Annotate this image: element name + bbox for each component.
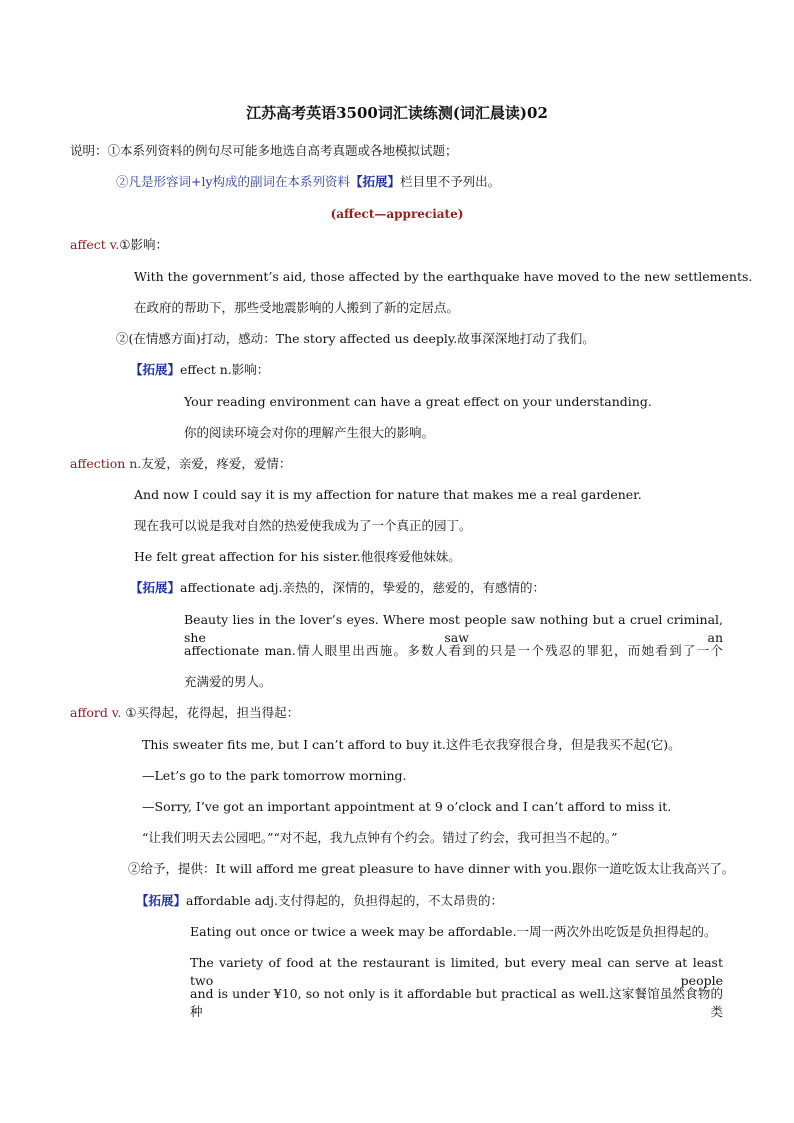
notes-line-1 <box>70 142 458 160</box>
affection-extension-line-3: 充满爱的男人。 <box>184 674 272 689</box>
afford-def-1: ①买得起，花得起，担当得起： <box>125 705 300 720</box>
affect-def-1: ①影响： <box>119 237 168 252</box>
affection-extension <box>130 579 545 597</box>
notes-text-2b: 栏目里不予列出。 <box>400 174 501 189</box>
entry-afford-head <box>70 704 299 722</box>
extension-tag: 【拓展】 <box>136 893 187 908</box>
notes-tag: 【拓展】 <box>350 174 401 189</box>
afford-extension-word: affordable adj.支付得起的，负担得起的，不太昂贵的： <box>186 893 503 908</box>
entry-affect-head <box>70 236 168 254</box>
afford-example-4: “让我们明天去公园吧。”“对不起，我九点钟有个约会。错过了约会，我可担当不起的。” <box>142 830 618 845</box>
affection-example-1-zh: 现在我可以说是我对自然的热爱使我成为了一个真正的园丁。 <box>134 518 472 533</box>
notes-text-1: ①本系列资料的例句尽可能多地选自高考真题或各地模拟试题； <box>107 143 458 158</box>
page-title: 江苏高考英语3500词汇读练测(词汇晨读)02 <box>246 104 548 122</box>
afford-example-3: —Sorry, I’ve got an important appointment at 9 o’clock and I can’t afford to miss it. <box>142 799 672 814</box>
affection-example-2: He felt great affection for his sister.他很疼爱他妹妹。 <box>134 549 461 564</box>
affect-def-2: ②(在情感方面)打动，感动：The story affected us deeply.故事深深地打动了我们。 <box>116 331 595 346</box>
afford-example-2: —Let’s go to the park tomorrow morning. <box>142 768 407 783</box>
afford-def-2: ②给予，提供：It will afford me great pleasure to have dinner with you.跟你一道吃饭太让我高兴了。 <box>128 861 735 876</box>
notes-text-2a: ②凡是形容词+ly构成的副词在本系列资料 <box>116 174 351 189</box>
headword-afford: afford v. <box>70 705 122 720</box>
affection-extension-line-1: Beauty lies in the lover’s eyes. Where most people saw nothing but a cruel criminal, she saw an <box>184 612 723 645</box>
affection-extension-word: affectionate adj.亲热的，深情的，挚爱的，慈爱的，有感情的： <box>180 580 545 595</box>
notes-label: 说明： <box>70 143 108 158</box>
word-range: (affect—appreciate) <box>330 207 464 221</box>
affect-example-1-zh: 在政府的帮助下，那些受地震影响的人搬到了新的定居点。 <box>134 300 460 315</box>
afford-example-1: This sweater fits me, but I can’t afford to buy it.这件毛衣我穿很合身，但是我买不起(它)。 <box>142 737 681 752</box>
headword-affect: affect v. <box>70 237 120 252</box>
affect-example-1-en: With the government’s aid, those affected by the earthquake have moved to the new settlements. <box>134 269 753 284</box>
notes-line-2 <box>116 173 500 191</box>
affect-extension-example-zh: 你的阅读环境会对你的理解产生很大的影响。 <box>184 425 435 440</box>
headword-affection: affection n. <box>70 456 142 471</box>
afford-extension-example-1: Eating out once or twice a week may be affordable.一周一两次外出吃饭是负担得起的。 <box>190 924 717 939</box>
extension-tag: 【拓展】 <box>130 362 181 377</box>
affection-example-1-en: And now I could say it is my affection for nature that makes me a real gardener. <box>134 487 642 502</box>
afford-extension-line-1: The variety of food at the restaurant is limited, but every meal can serve at least two people <box>190 955 723 988</box>
affect-extension-word: effect n.影响： <box>180 362 270 377</box>
afford-extension-line-2: and is under ¥10, so not only is it affordable but practical as well.这家餐馆虽然食物的种类 <box>190 986 723 1019</box>
affect-extension-example-en: Your reading environment can have a great effect on your understanding. <box>184 394 652 409</box>
affect-extension <box>130 361 269 379</box>
affection-def: 友爱，亲爱，疼爱，爱情： <box>141 456 292 471</box>
entry-affection-head <box>70 455 291 473</box>
afford-extension <box>136 892 503 910</box>
extension-tag: 【拓展】 <box>130 580 181 595</box>
affection-extension-line-2: affectionate man.情人眼里出西施。多数人看到的只是一个残忍的罪犯，而她看到了一个 <box>184 643 723 658</box>
